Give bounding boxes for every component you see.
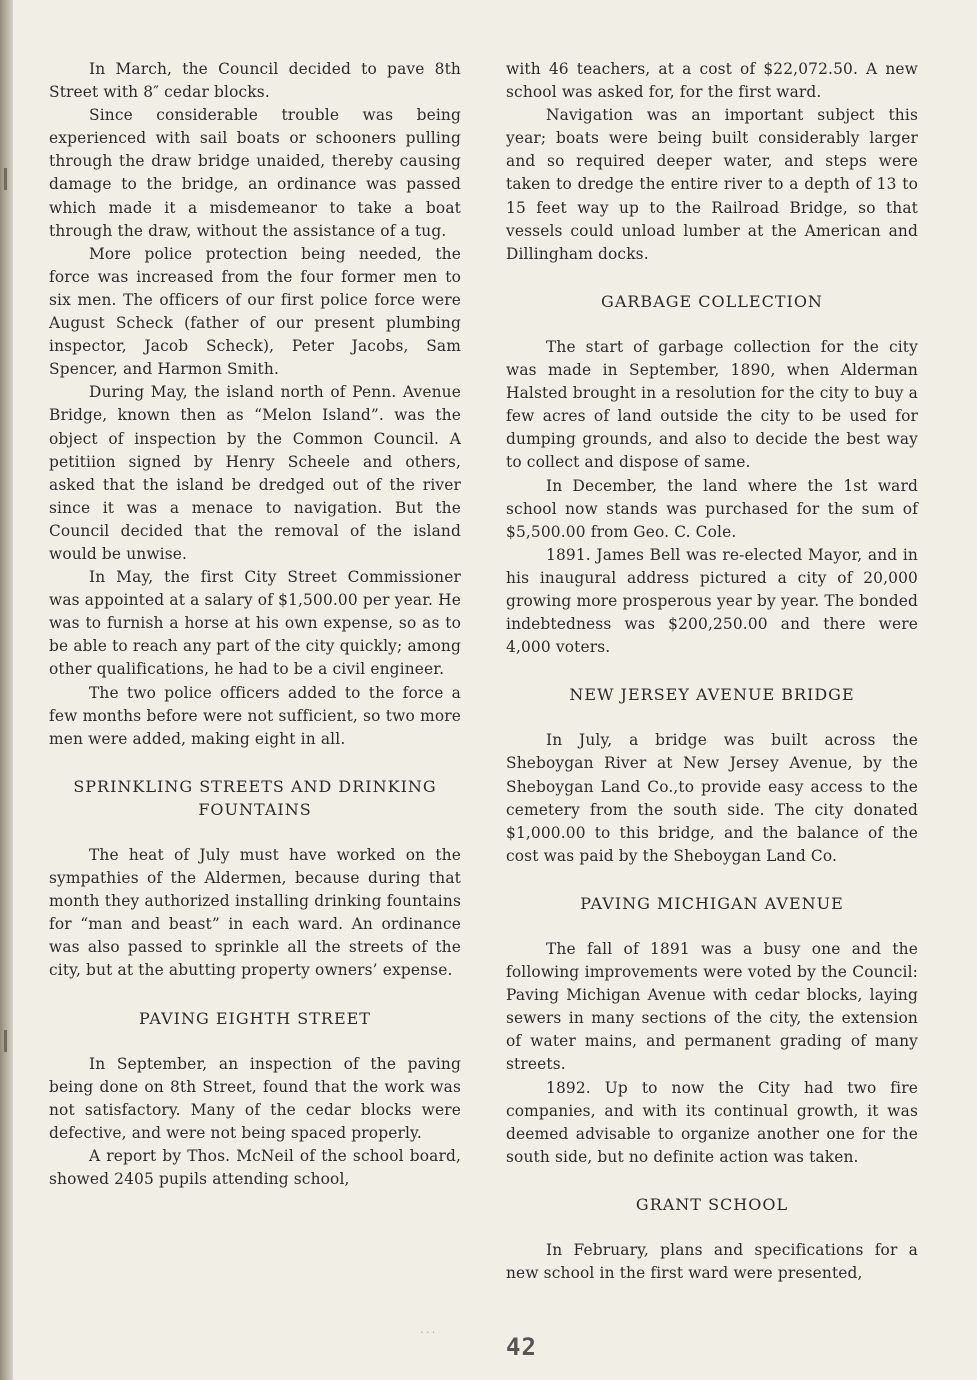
paragraph: 1891. James Bell was re-elected Mayor, and in his inaugural address pictured a city of 20,000 growing more prosperous year by year. The bonded indebtedness was $200,250.00 and there were 4,000 voters. bbox=[506, 545, 918, 657]
paragraph: with 46 teachers, at a cost of $22,072.50. A new school was asked for, for the first ward. bbox=[506, 60, 918, 102]
binding-mark bbox=[4, 1030, 7, 1052]
paragraph: The start of garbage collection for the city was made in September, 1890, when Alderman Halsted brought in a resolution for the city to buy a few acres of land outside the city to be used for dumping grounds, and also to decide the best way to collect and dispose of same. bbox=[506, 337, 918, 472]
binding-mark bbox=[4, 168, 7, 190]
right-column bbox=[506, 58, 918, 1285]
section-heading-garbage-collection: GARBAGE COLLECTION bbox=[601, 291, 823, 311]
paragraph: Navigation was an important subject this year; boats were being built considerably larger and so required deeper water, and steps were taken to dredge the entire river to a depth of 13 to 15 feet way up to the Railroad Bridge, so that vessels could unload lumber at the American and Dillingham docks. bbox=[506, 106, 918, 263]
paragraph: The two police officers added to the force a few months before were not sufficient, so two more men were added, making eight in all. bbox=[49, 683, 461, 748]
section-heading-sprinkling-streets: SPRINKLING STREETS AND DRINKING FOUNTAINS bbox=[73, 776, 437, 819]
section-heading-new-jersey-avenue-bridge: NEW JERSEY AVENUE BRIDGE bbox=[569, 685, 855, 705]
paragraph: 1892. Up to now the City had two fire companies, and with its continual growth, it was deemed advisable to organize another one for the south side, but no definite action was taken. bbox=[506, 1078, 918, 1166]
left-column bbox=[49, 58, 461, 1191]
paragraph: In February, plans and specifications for a new school in the first ward were presented, bbox=[506, 1241, 918, 1283]
section-heading-grant-school: GRANT SCHOOL bbox=[635, 1194, 789, 1214]
section-heading-paving-eighth-street: PAVING EIGHTH STREET bbox=[139, 1008, 371, 1028]
ink-smudge: ... bbox=[420, 1322, 438, 1336]
section-heading-paving-michigan-avenue: PAVING MICHIGAN AVENUE bbox=[580, 893, 844, 913]
paragraph: The heat of July must have worked on the sympathies of the Aldermen, because during that month they authorized installing drinking fountains for “man and beast” in each ward. An ordinance was also passed to sprinkle all the streets of the city, but at the abutting property owners’ expense. bbox=[49, 846, 461, 980]
paragraph: In July, a bridge was built across the Sheboygan River at New Jersey Avenue, by the Sheboygan Land Co.,to provide easy access to the cemetery from the south side. The city donated $1,000.00 to this bridge, and the balance of the cost was paid by the Sheboygan Land Co. bbox=[506, 731, 918, 865]
paragraph: In March, the Council decided to pave 8th Street with 8″ cedar blocks. bbox=[49, 60, 461, 102]
paragraph: In September, an inspection of the paving being done on 8th Street, found that the work was not satisfactory. Many of the cedar blocks were defective, and were not being spaced properly. bbox=[49, 1054, 461, 1142]
paragraph: Since considerable trouble was being experienced with sail boats or schooners pulling through the draw bridge unaided, thereby causing damage to the bridge, an ordinance was passed which made it a misdemeanor to take a boat through the draw, without the assistance of a tug. bbox=[49, 106, 461, 240]
paragraph: The fall of 1891 was a busy one and the following improvements were voted by the Council: Paving Michigan Avenue with cedar blocks, laying sewers in many sections of the city, the extension of water mains, and permanent grading of many streets. bbox=[506, 940, 918, 1074]
paragraph: In May, the first City Street Commissioner was appointed at a salary of $1,500.00 per year. He was to furnish a horse at his own expense, so as to be able to reach any part of the city quickly; among other qualifications, he had to be a civil engineer. bbox=[49, 568, 461, 679]
paragraph: A report by Thos. McNeil of the school board, showed 2405 pupils attending school, bbox=[49, 1147, 461, 1189]
paragraph: In December, the land where the 1st ward school now stands was purchased for the sum of $5,500.00 from Geo. C. Cole. bbox=[506, 476, 918, 541]
paragraph: During May, the island north of Penn. Avenue Bridge, known then as “Melon Island”. was the object of inspection by the Common Council. A petitiion signed by Henry Scheele and others, asked that the island be dredged out of the river since it was a menace to navigation. But the Council decided that the removal of the island would be unwise. bbox=[49, 383, 461, 563]
page-number: 42 bbox=[506, 1333, 537, 1361]
paragraph: More police protection being needed, the force was increased from the four former men to six men. The officers of our first police force were August Scheck (father of our present plumbing inspector, Jacob Scheck), Peter Jacobs, Sam Spencer, and Harmon Smith. bbox=[49, 244, 461, 379]
page-binding-edge bbox=[0, 0, 13, 1380]
